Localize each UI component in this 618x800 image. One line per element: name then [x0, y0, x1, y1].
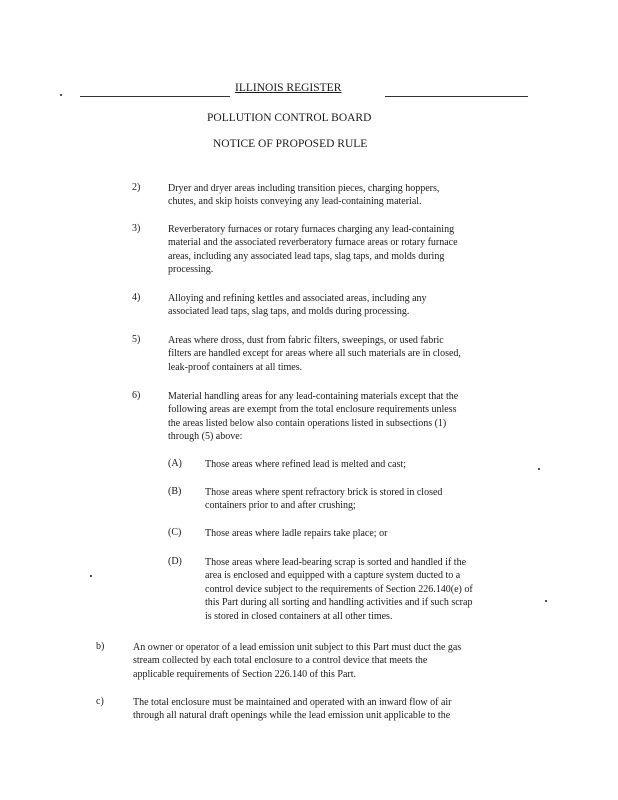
text-line: Areas where dross, dust from fabric filters, sweepings, or used fabric	[168, 335, 444, 346]
text-line: Reverberatory furnaces or rotary furnaces charging any lead-containing	[168, 224, 455, 235]
text-line: this Part during all sorting and handling activities and if such scrap	[205, 597, 473, 609]
text-line: stream collected by each total enclosure to a control device that meets the	[133, 655, 428, 667]
text-line: areas, including any associated lead taps, slag taps, and molds during	[168, 250, 445, 262]
text-line: containers prior to and after crushing;	[205, 500, 356, 512]
text-line: through (5) above:	[168, 431, 243, 443]
text-line: Those areas where lead-bearing scrap is sorted and handled if the	[205, 557, 467, 568]
text-line: through all natural draft openings while the lead emission unit applicable to the	[133, 710, 451, 722]
item-text	[168, 334, 461, 374]
text-line: Those areas where ladle repairs take place; or	[205, 528, 388, 539]
text-line: Those areas where spent refractory brick is stored in closed	[205, 487, 443, 498]
text-line: chutes, and skip hoists conveying any lead-containing material.	[168, 196, 422, 208]
item-text	[168, 390, 458, 444]
header-rule-right	[385, 96, 528, 97]
register-title: ILLINOIS REGISTER	[235, 82, 342, 94]
item-number: 4)	[132, 292, 141, 303]
text-line: Those areas where refined lead is melted and cast;	[205, 459, 407, 470]
item-number: 6)	[132, 390, 141, 401]
text-line: Alloying and refining kettles and associated areas, including any	[168, 293, 427, 304]
text-line: associated lead taps, slag taps, and molds during processing.	[168, 306, 410, 318]
text-line: is stored in closed containers at all other times.	[205, 610, 393, 622]
subitem-number: (B)	[168, 486, 182, 497]
subitem-text	[205, 458, 406, 471]
section-text	[133, 641, 461, 681]
text-line: filters are handled except for areas where all such materials are in closed,	[168, 348, 461, 360]
text-line: following areas are exempt from the total enclosure requirements unless	[168, 404, 457, 416]
scan-speck	[545, 600, 547, 602]
text-line: An owner or operator of a lead emission unit subject to this Part must duct the gas	[133, 642, 462, 653]
item-text	[168, 292, 427, 319]
text-line: the areas listed below also contain operations listed in subsections (1)	[168, 417, 447, 429]
item-number: 3)	[132, 223, 141, 234]
item-number: 2)	[132, 182, 141, 193]
text-line: processing.	[168, 264, 214, 276]
text-line: leak-proof containers at all times.	[168, 361, 303, 373]
text-line: area is enclosed and equipped with a capture system ducted to a	[205, 570, 461, 582]
text-line: The total enclosure must be maintained and operated with an inward flow of air	[133, 697, 452, 708]
text-line: control device subject to the requirements of Section 226.140(e) of	[205, 583, 473, 595]
subitem-text	[205, 556, 473, 623]
subitem-text	[205, 527, 387, 540]
section-letter: c)	[96, 696, 104, 707]
item-text	[168, 182, 439, 209]
section-letter: b)	[96, 641, 105, 652]
text-line: Dryer and dryer areas including transition pieces, charging hoppers,	[168, 183, 440, 194]
text-line: applicable requirements of Section 226.140 of this Part.	[133, 668, 357, 680]
text-line: Material handling areas for any lead-containing materials except that the	[168, 391, 459, 402]
subitem-number: (D)	[168, 556, 182, 567]
header-rule-left	[80, 96, 230, 97]
subitem-number: (C)	[168, 527, 182, 538]
item-number: 5)	[132, 334, 141, 345]
notice-title: NOTICE OF PROPOSED RULE	[213, 138, 368, 150]
scan-speck	[90, 575, 92, 577]
subitem-number: (A)	[168, 458, 182, 469]
board-title: POLLUTION CONTROL BOARD	[207, 112, 372, 124]
scan-speck	[60, 94, 62, 96]
section-text	[133, 696, 452, 723]
scan-speck	[538, 468, 540, 470]
item-text	[168, 223, 458, 277]
text-line: material and the associated reverberatory furnace areas or rotary furnace	[168, 237, 458, 249]
subitem-text	[205, 486, 442, 513]
